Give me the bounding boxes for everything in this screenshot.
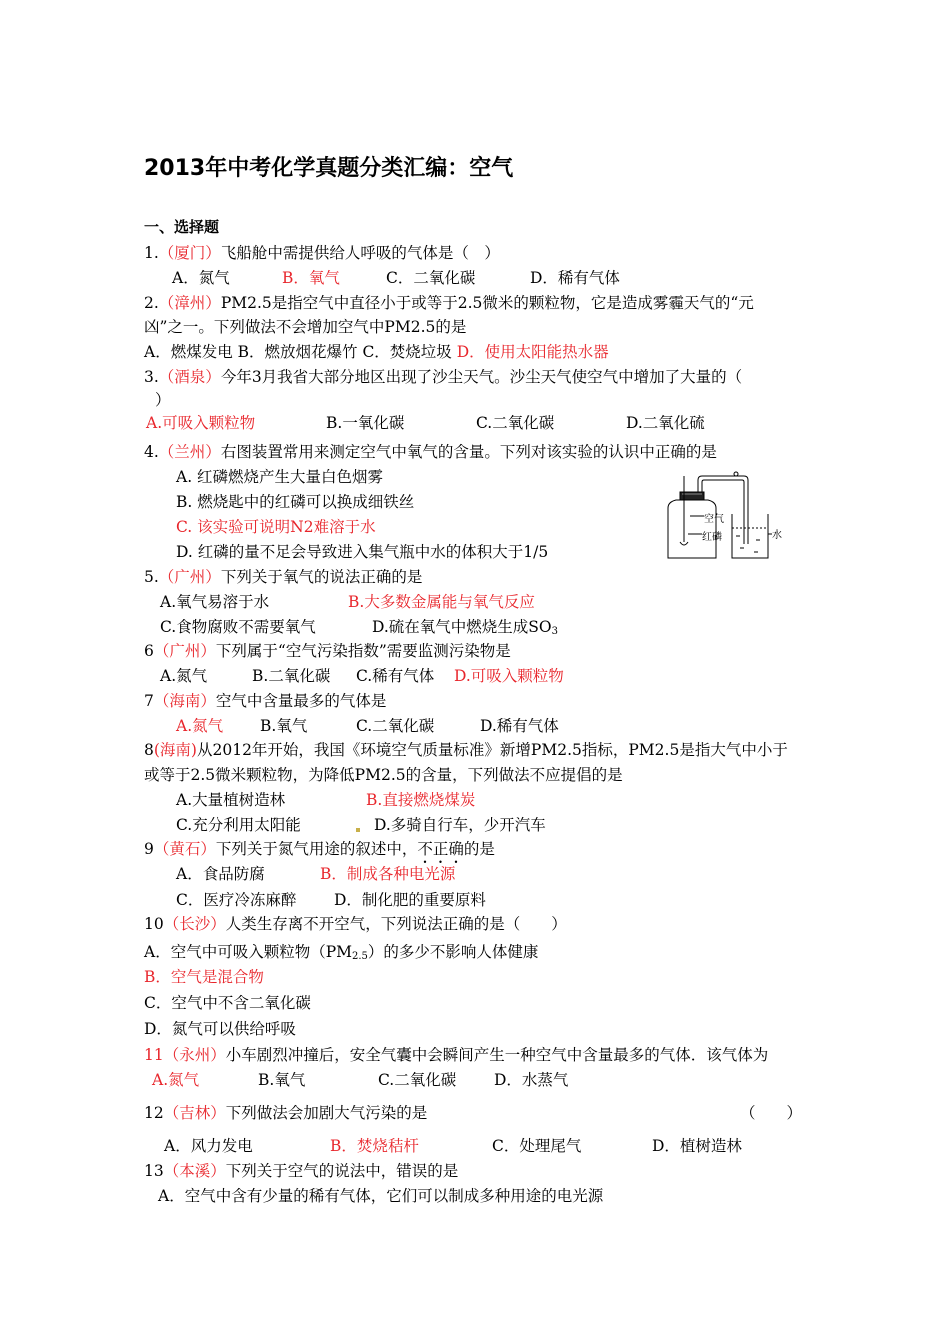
question-number: 3. — [144, 368, 159, 386]
question-11 — [144, 1046, 768, 1065]
option: D.二氧化硫 — [626, 414, 705, 432]
option: C.食物腐败不需要氧气 — [160, 618, 316, 636]
question-8 — [144, 741, 788, 760]
question-source: （长沙） — [163, 915, 226, 933]
section-heading: 一、选择题 — [144, 218, 220, 236]
option: D.稀有气体 — [480, 717, 559, 735]
option: A．食品防腐 — [176, 865, 265, 883]
question-4 — [144, 443, 717, 462]
question-number: 8 — [144, 741, 154, 759]
option: D.多骑自行车，少开汽车 — [356, 816, 546, 835]
option: C．二氧化碳 — [386, 269, 476, 287]
question-stem: 下列属于“空气污染指数”需要监测污染物是 — [215, 642, 511, 660]
option-answer: D.可吸入颗粒物 — [454, 667, 564, 685]
label-phosphorus: 红磷 — [702, 532, 722, 543]
question-source: （黄石） — [153, 840, 216, 858]
label-water: 水 — [772, 530, 782, 541]
option: D.硫在氧气中燃烧生成$SO_3$ — [372, 618, 559, 637]
option: C．空气中不含二氧化碳 — [144, 994, 311, 1012]
question-stem: 下列关于氮气用途的叙述中， — [215, 840, 418, 858]
question-stem: 人类生存离不开空气，下列说法正确的是（ ） — [225, 915, 567, 933]
option: B.直接燃烧煤炭 — [366, 791, 476, 809]
option: A．空气中可吸入颗粒物$(PM_{2.5})$的多少不影响人体健康 — [144, 943, 539, 962]
question-6 — [144, 642, 511, 661]
option: B. 燃烧匙中的红磷可以换成细铁丝 — [176, 493, 415, 511]
option: A.氮气 — [160, 667, 208, 685]
option: A. 红磷燃烧产生大量白色烟雾 — [176, 468, 384, 486]
option: C.二氧化碳 — [476, 414, 555, 432]
question-stem: 从2012年开始，我国《环境空气质量标准》新增PM2.5指标，PM2.5是指大气中小于 — [196, 741, 788, 759]
question-stem: 小车剧烈冲撞后，安全气囊中会瞬间产生一种空气中含量最多的气体．该气体为 — [225, 1046, 769, 1064]
option-answer: A.氮气 — [152, 1071, 200, 1089]
question-number: 10 — [144, 915, 164, 933]
question-source: （永州） — [163, 1046, 226, 1064]
question-stem: 下列关于氧气的说法正确的是 — [220, 568, 423, 586]
question-7 — [144, 692, 386, 711]
option-answer: B．焚烧秸杆 — [330, 1137, 419, 1155]
option-answer: B．空气是混合物 — [144, 968, 264, 986]
question-stem-cont: 凶”之一。下列做法不会增加空气中PM2.5的是 — [144, 318, 467, 336]
option: C.二氧化碳 — [356, 717, 435, 735]
question-10 — [144, 915, 567, 934]
option-answer: A.氮气 — [176, 717, 224, 735]
question-stem-cont: 或等于2.5微米颗粒物，为降低PM2.5的含量，下列做法不应提倡的是 — [144, 766, 623, 784]
question-number: 6 — [144, 642, 154, 660]
option-answer: D．使用太阳能热水器 — [456, 343, 609, 361]
question-source: （兰州） — [158, 443, 221, 461]
question-13 — [144, 1162, 458, 1181]
option: C.充分利用太阳能 — [176, 816, 301, 834]
question-source: （广州） — [153, 642, 216, 660]
question-source: （厦门） — [158, 244, 221, 262]
question-3 — [144, 368, 742, 387]
option: C.稀有气体 — [356, 667, 435, 685]
label-air: 空气 — [704, 514, 724, 525]
question-stem-cont: ） — [155, 391, 171, 409]
question-source: （本溪） — [163, 1162, 226, 1180]
question-5 — [144, 568, 422, 587]
option: A．空气中含有少量的稀有气体，它们可以制成多种用途的电光源 — [158, 1187, 604, 1205]
gas-bottle — [668, 500, 716, 558]
question-number: 12 — [144, 1104, 164, 1122]
question-number: 9 — [144, 840, 154, 858]
option-answer: A.可吸入颗粒物 — [146, 414, 256, 432]
option: A.氧气易溶于水 — [160, 593, 270, 611]
question-number: 2. — [144, 294, 159, 312]
option: C.二氧化碳 — [378, 1071, 457, 1089]
spoon — [680, 542, 688, 545]
question-12 — [144, 1104, 427, 1123]
option: A．氮气 — [172, 269, 230, 287]
option: C．处理尾气 — [492, 1137, 582, 1155]
option: D．稀有气体 — [530, 269, 620, 287]
question-stem: 右图装置常用来测定空气中氧气的含量。下列对该实验的认识中正确的是 — [220, 443, 717, 461]
option: C．医疗冷冻麻醉 — [176, 891, 297, 909]
option: D．氮气可以供给呼吸 — [144, 1020, 296, 1038]
option: B.氧气 — [258, 1071, 306, 1089]
option: A．风力发电 — [164, 1137, 253, 1155]
question-2 — [144, 294, 754, 313]
question-number: 13 — [144, 1162, 164, 1180]
question-9: 9（黄石）下列关于氮气用途的叙述中，不正确的是 — [144, 840, 495, 858]
question-stem: 飞船舱中需提供给人呼吸的气体是（ ） — [220, 244, 500, 262]
question-1 — [144, 244, 500, 263]
question-stem: 下列做法会加剧大气污染的是 — [225, 1104, 428, 1122]
clamp — [734, 472, 738, 476]
answer-paren: （ ） — [740, 1104, 803, 1122]
option-answer: C. 该实验可说明N2难溶于水 — [176, 518, 376, 536]
question-source: （漳州） — [158, 294, 221, 312]
option: B.氧气 — [260, 717, 308, 735]
option: D．植树造林 — [652, 1137, 742, 1155]
apparatus-figure — [660, 466, 790, 562]
question-number: 4. — [144, 443, 159, 461]
question-source: (海南) — [153, 741, 197, 759]
option-answer: B.大多数金属能与氧气反应 — [348, 593, 535, 611]
option: A.大量植树造林 — [176, 791, 286, 809]
option: D．制化肥的重要原料 — [334, 891, 486, 909]
question-number: 5. — [144, 568, 159, 586]
question-number: 1. — [144, 244, 159, 262]
question-stem: PM2.5是指空气中直径小于或等于2.5微米的颗粒物，它是造成雾霾天气的“元 — [220, 294, 754, 312]
question-number: 7 — [144, 692, 154, 710]
question-number: 11 — [144, 1046, 164, 1064]
question-source: （吉林） — [163, 1104, 226, 1122]
emphasis-text: 不正确 — [417, 840, 464, 858]
question-source: （广州） — [158, 568, 221, 586]
option-answer: B．氧气 — [282, 269, 340, 287]
page-title: 2013年中考化学真题分类汇编：空气 — [144, 156, 514, 181]
option-answer: B．制成各种电光源 — [320, 865, 456, 883]
option: B.一氧化碳 — [326, 414, 405, 432]
question-stem: 下列关于空气的说法中，错误的是 — [225, 1162, 459, 1180]
option: D. 红磷的量不足会导致进入集气瓶中水的体积大于1/5 — [176, 543, 549, 561]
question-stem: 今年3月我省大部分地区出现了沙尘天气。沙尘天气使空气中增加了大量的（ — [220, 368, 743, 386]
question-source: （酒泉） — [158, 368, 221, 386]
bullet-mark — [356, 828, 360, 832]
option: B.二氧化碳 — [252, 667, 331, 685]
question-stem: 空气中含量最多的气体是 — [215, 692, 387, 710]
option: A．燃煤发电 B．燃放烟花爆竹 C．焚烧垃圾 — [144, 343, 452, 361]
question-source: （海南） — [153, 692, 216, 710]
options-line — [144, 343, 609, 362]
option: D．水蒸气 — [494, 1071, 569, 1089]
